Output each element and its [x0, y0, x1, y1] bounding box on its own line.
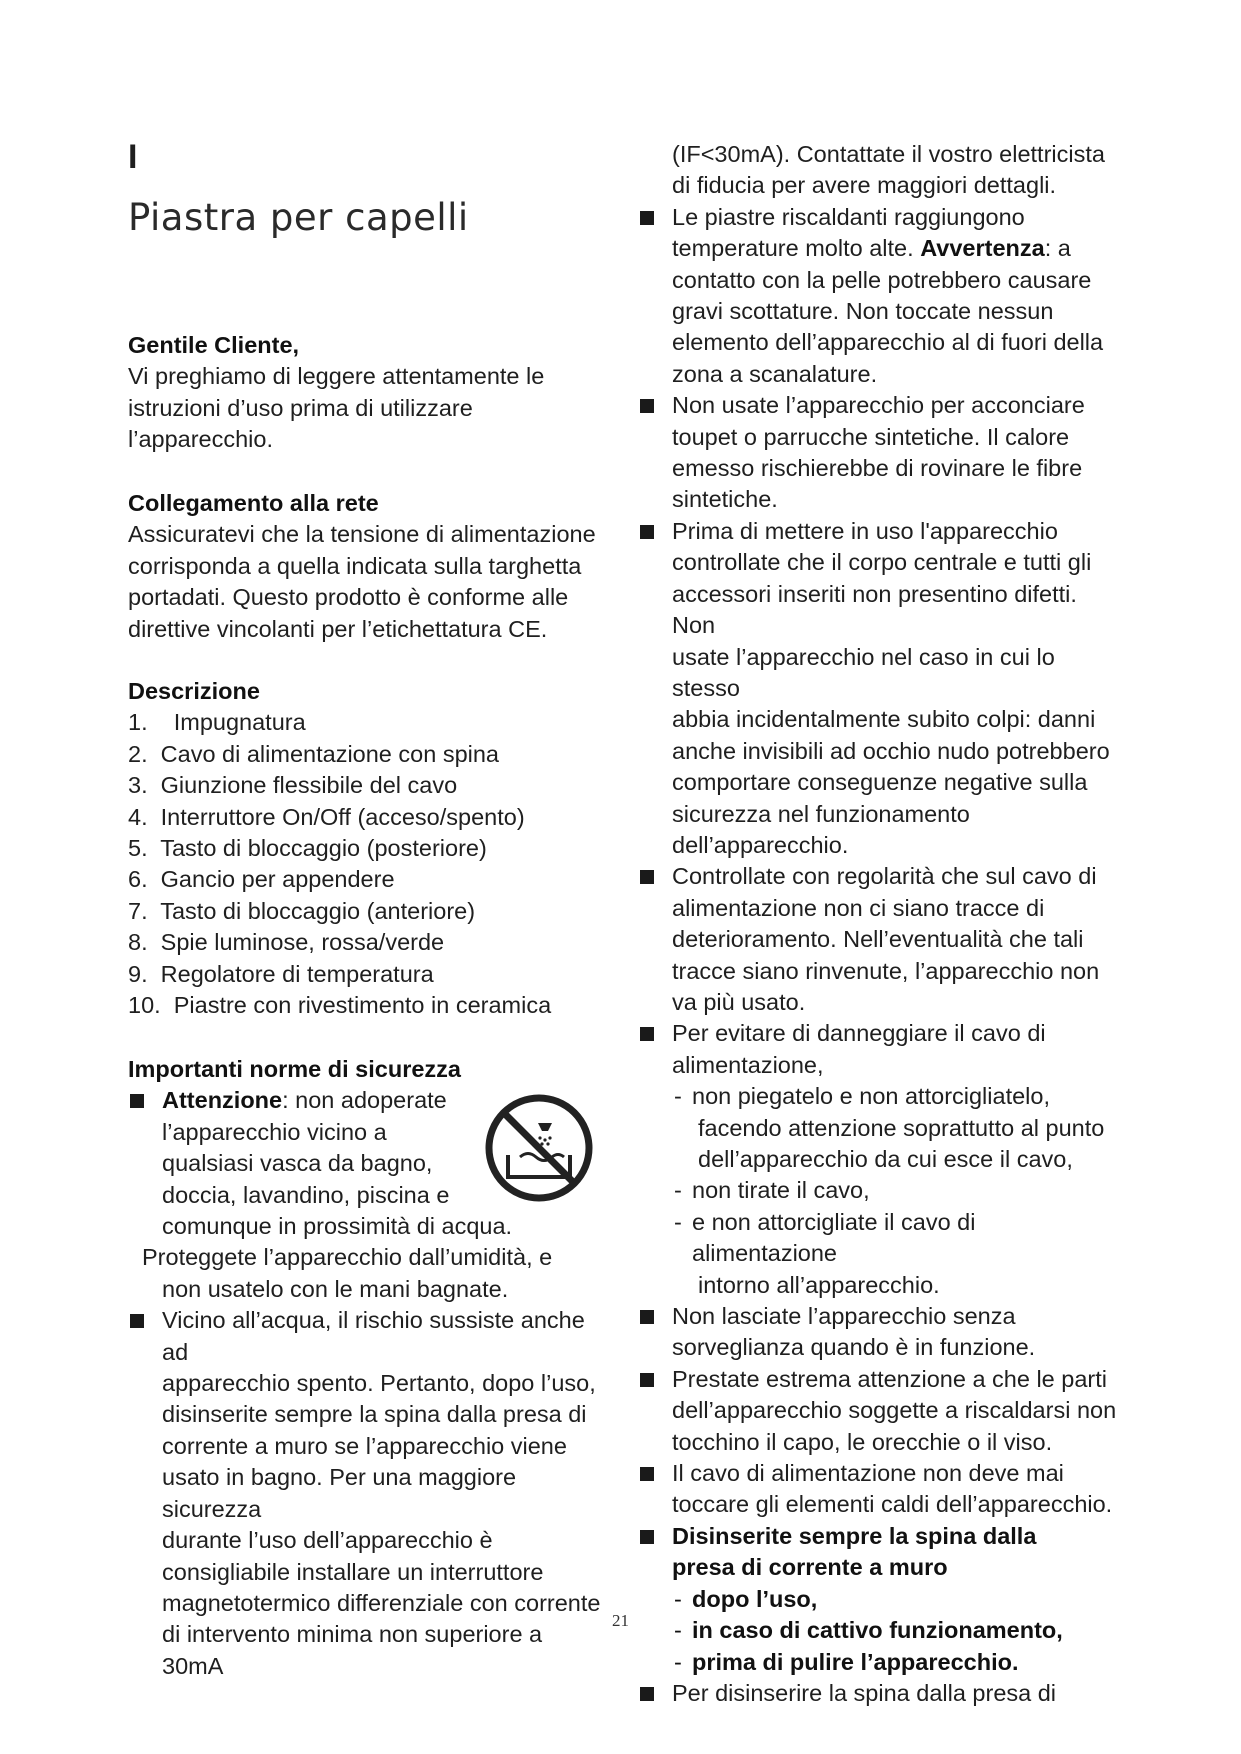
page-number: 21: [612, 1611, 629, 1630]
check-line: abbia incidentalmente subito colpi: danni: [672, 706, 1096, 733]
unplug-item: Disinserite sempre la spina dalla presa di corrente a muro - dopo l’uso, - in caso di cattivo funzionamento, - prima di pulire l’apparecchio.: [638, 1521, 1118, 1678]
warning-line: doccia, lavandino, piscina e: [162, 1181, 450, 1208]
toupet-line: sintetiche.: [672, 486, 778, 513]
cable-hot-item: [638, 1458, 1118, 1521]
list-item: 2. Cavo di alimentazione con spina: [128, 740, 499, 767]
unplug-line: Disinserite sempre la spina dalla: [672, 1522, 1037, 1549]
plates-line: gravi scottature. Non toccate nessun: [672, 298, 1054, 325]
toupet-item: [638, 390, 1118, 516]
cable-check-line: va più usato.: [672, 988, 806, 1015]
hot-parts-line: Prestate estrema attenzione a che le parti: [672, 1365, 1107, 1392]
plates-line: temperature molto alte.: [672, 235, 921, 262]
page-title: Piastra per capelli: [128, 196, 469, 239]
list-item: 3. Giunzione flessibile del cavo: [128, 772, 458, 799]
unattended-line: sorveglianza quando è in funzione.: [672, 1334, 1036, 1361]
cable-check-line: alimentazione non ci siano tracce di: [672, 894, 1045, 921]
cable-check-line: tracce siano rinvenute, l’apparecchio non: [672, 957, 1100, 984]
plates-line: Le piastre riscaldanti raggiungono: [672, 203, 1025, 230]
check-line: anche invisibili ad occhio nudo potrebbero: [672, 737, 1110, 764]
water-line: magnetotermico differenziale con corrente: [162, 1589, 601, 1616]
unplug-dash-line: prima di pulire l’apparecchio.: [692, 1648, 1019, 1675]
check-line: accessori inseriti non presentino difetti. Non: [672, 580, 1077, 639]
dash-line: facendo attenzione soprattutto al punto: [698, 1114, 1105, 1141]
network-section: [128, 488, 608, 645]
dash-line: intorno all’apparecchio.: [698, 1271, 940, 1298]
greeting-line: istruzioni d’uso prima di utilizzare: [128, 394, 473, 421]
list-item: 6. Gancio per appendere: [128, 866, 395, 893]
continuation-line: (IF<30mA). Contattate il vostro elettricista: [672, 141, 1105, 167]
water-line: di intervento minima non superiore a 30mA: [162, 1621, 543, 1679]
check-line: comportare conseguenze negative sulla: [672, 769, 1088, 796]
water-line: durante l’uso dell’apparecchio è: [162, 1527, 493, 1554]
last-line: Per disinserire la spina dalla presa di: [672, 1679, 1057, 1706]
continuation-line: di fiducia per avere maggiori dettagli.: [672, 172, 1057, 199]
cable-hot-line: Il cavo di alimentazione non deve mai: [672, 1460, 1064, 1487]
list-item: 10. Piastre con rivestimento in ceramica: [128, 992, 552, 1019]
humidity-line: non usatelo con le mani bagnate.: [162, 1275, 509, 1302]
water-line: apparecchio spento. Pertanto, dopo l’uso,: [162, 1370, 596, 1397]
warning-line: l’apparecchio vicino a: [162, 1118, 387, 1145]
water-line: disinserite sempre la spina dalla presa di: [162, 1401, 587, 1428]
unattended-line: Non lasciate l’apparecchio senza: [672, 1303, 1016, 1330]
cable-hot-line: toccare gli elementi caldi dell’apparecchio.: [672, 1491, 1113, 1518]
lang-mark: I: [128, 138, 138, 176]
dash-line: non tirate il cavo,: [692, 1177, 870, 1204]
greeting-section: [128, 330, 608, 456]
dash-item: - non tirate il cavo,: [674, 1177, 870, 1204]
unplug-dash-line: dopo l’uso,: [692, 1585, 818, 1612]
greeting-line: l’apparecchio.: [128, 426, 274, 453]
list-item: 9. Regolatore di temperatura: [128, 960, 434, 987]
warning-label: Attenzione: [162, 1087, 283, 1114]
network-line: corrisponda a quella indicata sulla targhetta: [128, 552, 582, 579]
dash-line: e non attorcigliate il cavo di alimentazione: [692, 1208, 976, 1267]
cable-check-line: deterioramento. Nell’eventualità che tali: [672, 926, 1084, 953]
dash-line: dell’apparecchio da cui esce il cavo,: [698, 1146, 1073, 1172]
warning-line: qualsiasi vasca da bagno,: [162, 1150, 433, 1177]
water-line: consigliabile installare un interruttore: [162, 1558, 544, 1585]
list-item: 4. Interruttore On/Off (acceso/spento): [128, 803, 525, 830]
toupet-line: emesso rischierebbe di rovinare le fibre: [672, 455, 1083, 482]
warning-item: [128, 1085, 608, 1242]
check-item: [638, 516, 1118, 861]
check-line: usate l’apparecchio nel caso in cui lo stesso: [672, 643, 1055, 701]
check-line: controllate che il corpo centrale e tutti gli: [672, 549, 1092, 576]
hot-parts-item: [638, 1364, 1118, 1458]
water-line: Vicino all’acqua, il rischio sussiste anche ad: [162, 1307, 585, 1365]
check-line: Prima di mettere in uso l'apparecchio: [672, 517, 1058, 544]
hot-parts-line: tocchino il capo, le orecchie o il viso.: [672, 1428, 1053, 1455]
unattended-item: [638, 1301, 1118, 1364]
network-line: Assicuratevi che la tensione di alimentazione: [128, 521, 596, 548]
safety-section: [128, 1054, 608, 1682]
toupet-line: toupet o parrucche sintetiche. Il calore: [672, 423, 1070, 450]
cable-damage-line: Per evitare di danneggiare il cavo di: [672, 1020, 1046, 1047]
plates-line: zona a scanalature.: [672, 360, 878, 387]
network-heading: Collegamento alla rete: [128, 490, 379, 516]
plates-line: elemento dell’apparecchio al di fuori della: [672, 329, 1104, 356]
list-item: 5. Tasto di bloccaggio (posteriore): [128, 835, 487, 862]
humidity-line: Proteggete l’apparecchio dall’umidità, e: [142, 1244, 553, 1271]
network-line: portadati. Questo prodotto è conforme alle: [128, 584, 569, 611]
plates-warning: Avvertenza: [920, 235, 1045, 262]
cable-check-item: [638, 861, 1118, 1018]
network-line: direttive vincolanti per l’etichettatura CE.: [128, 615, 548, 642]
cable-check-line: Controllate con regolarità che sul cavo di: [672, 863, 1097, 890]
dash-item: - e non attorcigliate il cavo di alimentazione intorno all’apparecchio.: [638, 1207, 1118, 1301]
check-line: sicurezza nel funzionamento: [672, 800, 970, 827]
warning-block: [128, 1085, 608, 1682]
toupet-line: Non usate l’apparecchio per acconciare: [672, 392, 1085, 419]
warning-line: comunque in prossimità di acqua.: [162, 1213, 513, 1240]
list-item: 1. Impugnatura: [128, 709, 306, 736]
dash-line: non piegatelo e non attorcigliatelo,: [692, 1083, 1050, 1110]
water-line: corrente a muro se l’apparecchio viene: [162, 1432, 567, 1459]
unplug-dash-line: in caso di cattivo funzionamento,: [692, 1617, 1063, 1644]
greeting-heading: Gentile Cliente,: [128, 332, 300, 358]
cable-damage-item: [638, 1018, 1118, 1301]
dash-item: - non piegatelo e non attorcigliatelo, facendo attenzione soprattutto al punto dell’apparecchio da cui esce il cavo,: [638, 1081, 1118, 1175]
water-line: usato in bagno. Per una maggiore sicurezza: [162, 1464, 517, 1522]
plates-line: : a: [1044, 235, 1071, 262]
list-item: 7. Tasto di bloccaggio (anteriore): [128, 897, 476, 924]
description-heading: Descrizione: [128, 678, 260, 704]
safety-heading: Importanti norme di sicurezza: [128, 1056, 461, 1082]
list-item: 8. Spie luminose, rossa/verde: [128, 929, 445, 956]
last-item: [638, 1678, 1118, 1709]
right-column: [638, 139, 1118, 1709]
warning-line: : non adoperate: [282, 1087, 447, 1114]
greeting-line: Vi preghiamo di leggere attentamente le: [128, 363, 545, 390]
description-section: [128, 676, 608, 1021]
plates-line: contatto con la pelle potrebbero causare: [672, 266, 1092, 293]
check-line: dell’apparecchio.: [672, 831, 849, 858]
unplug-line: presa di corrente a muro: [672, 1554, 948, 1581]
cable-damage-line: alimentazione,: [672, 1051, 824, 1078]
hot-parts-line: dell’apparecchio soggette a riscaldarsi non: [672, 1397, 1117, 1424]
parts-list: [128, 707, 608, 1021]
plates-item: [638, 202, 1118, 390]
